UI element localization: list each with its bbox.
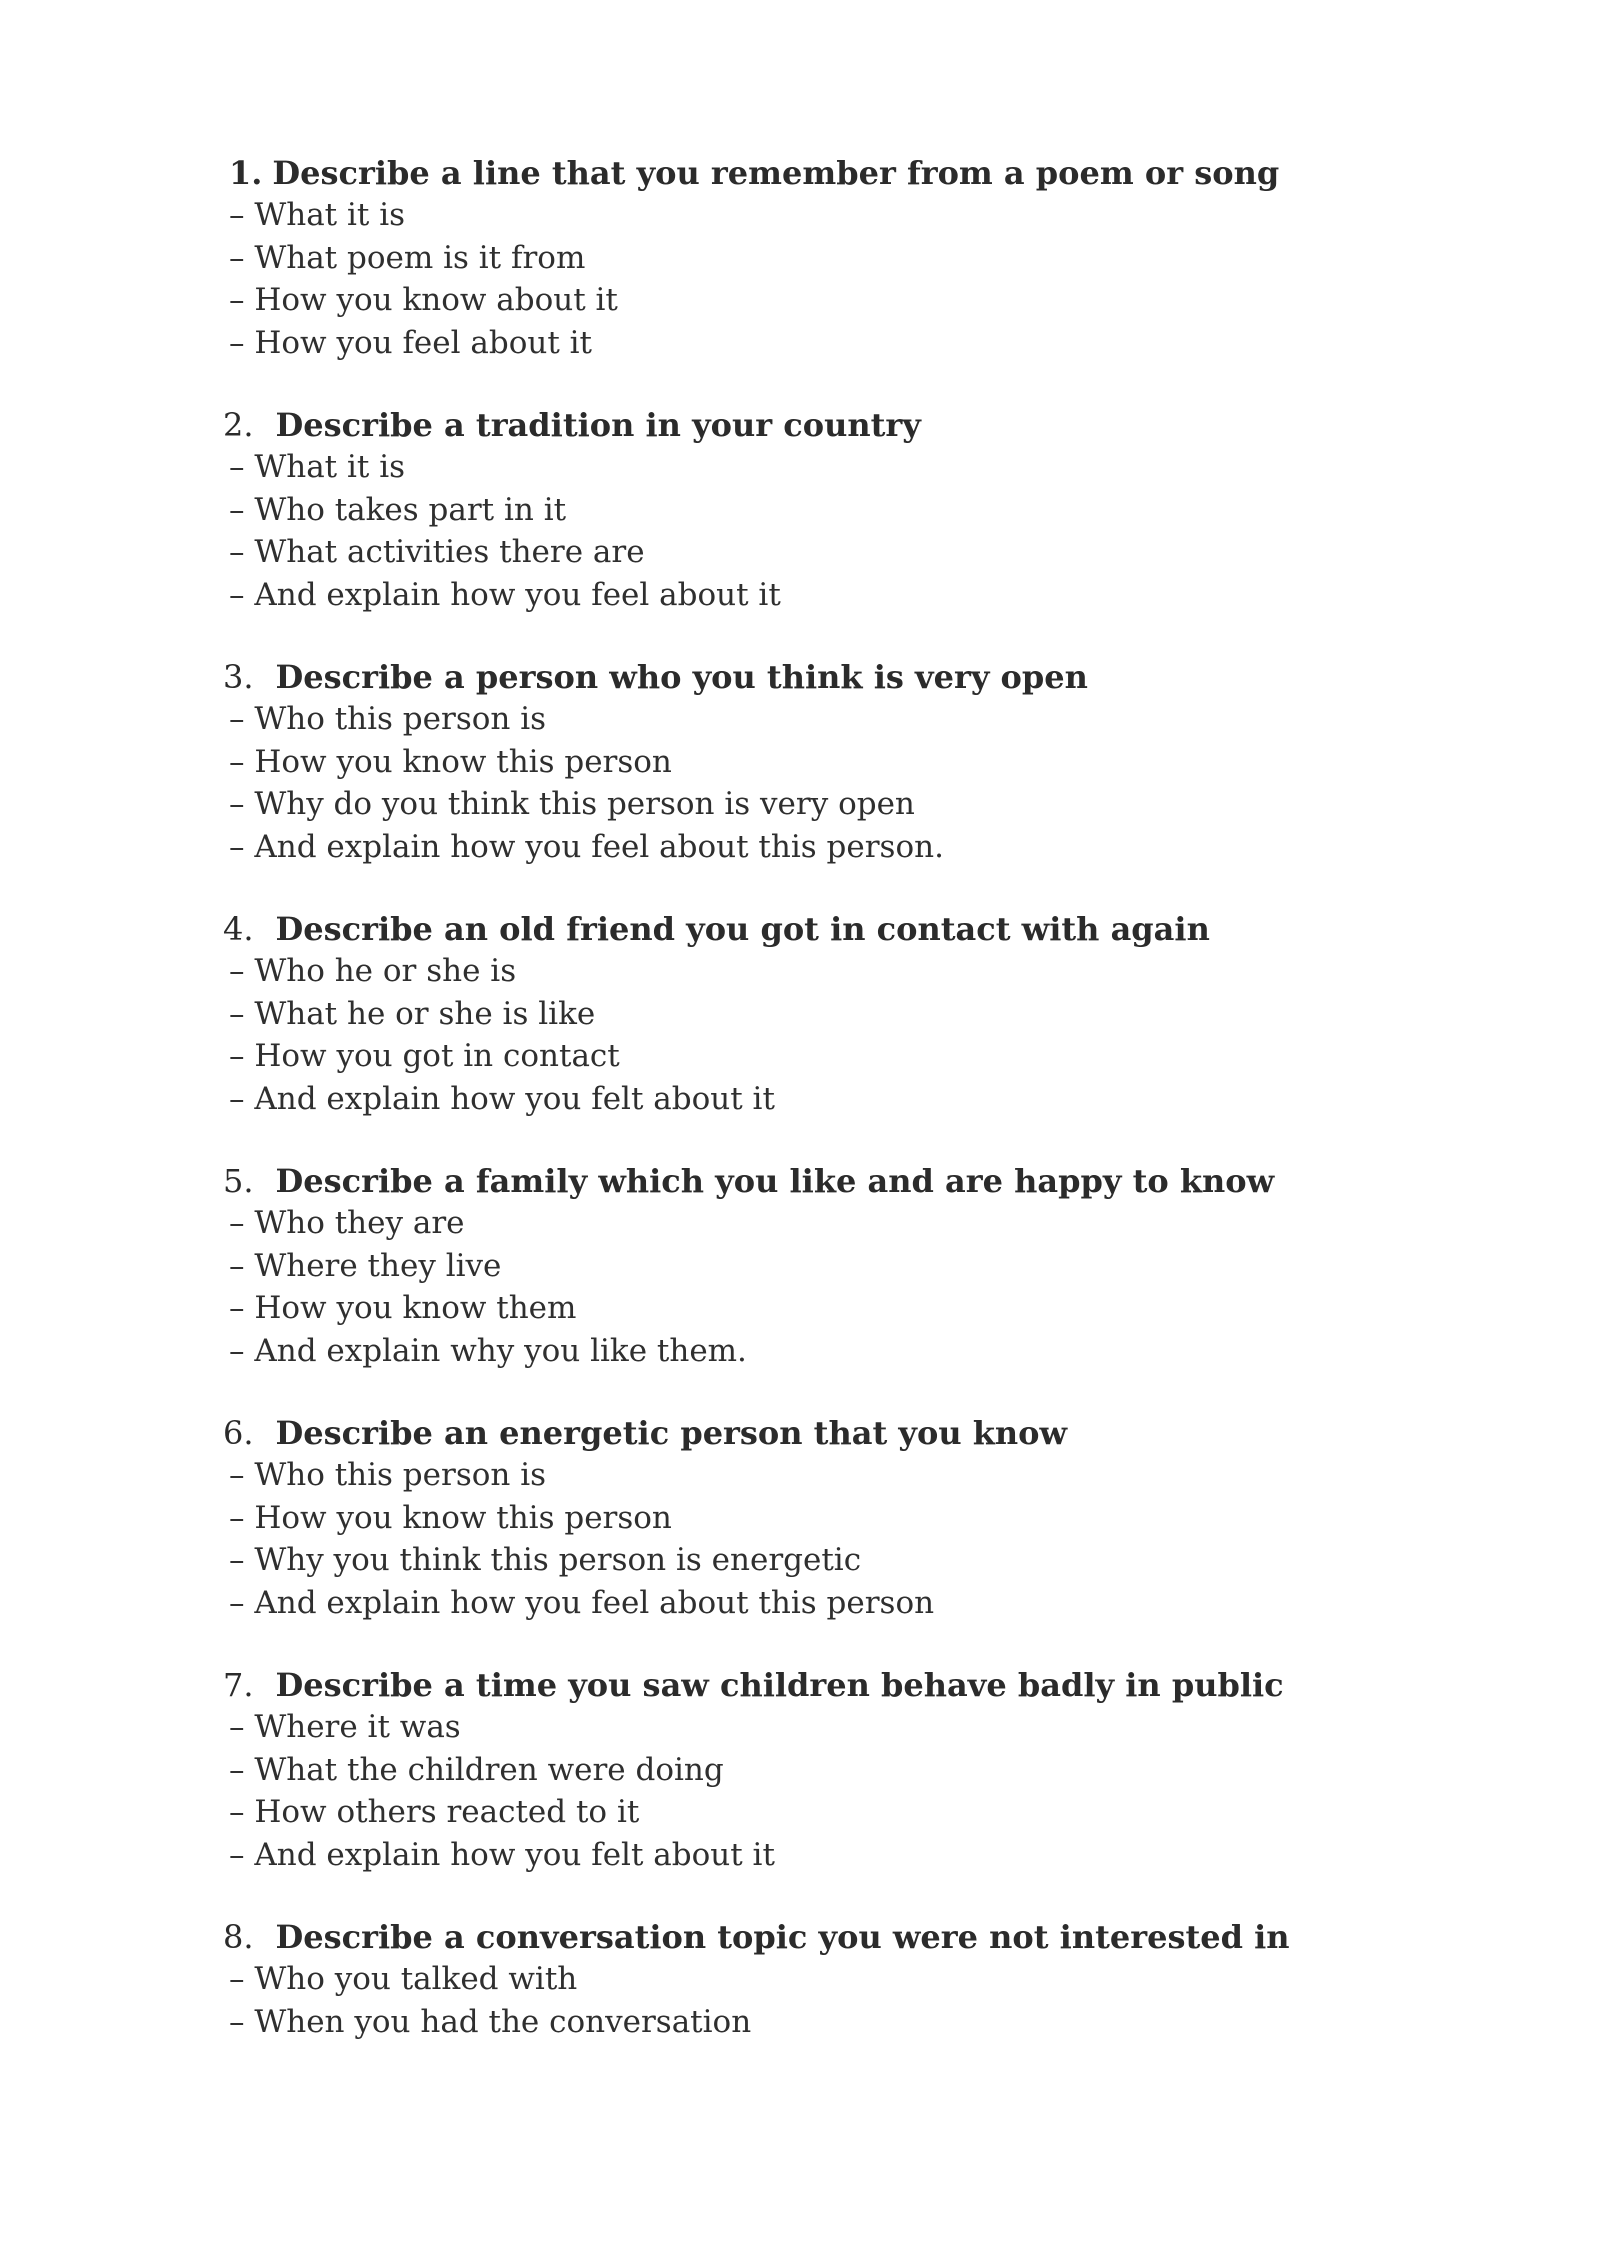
prompt-item: – What it is [229, 446, 1479, 489]
prompt-item: – Who takes part in it [229, 489, 1479, 532]
prompt-item: – How you know this person [229, 741, 1479, 784]
prompt-item: – And explain how you felt about it [229, 1834, 1479, 1877]
topic-2 [223, 404, 1479, 616]
topic-heading [223, 908, 1479, 950]
prompt-item: – When you had the conversation [229, 2001, 1479, 2044]
topic-3 [223, 656, 1479, 868]
prompt-item: – And explain how you feel about it [229, 574, 1479, 617]
prompt-item: – What poem is it from [229, 237, 1479, 280]
topic-number: 3. [223, 658, 254, 696]
prompt-item: – How you got in contact [229, 1035, 1479, 1078]
topic-5 [223, 1160, 1479, 1372]
prompt-list [229, 698, 1479, 868]
prompt-item: – What it is [229, 194, 1479, 237]
prompt-list [229, 1706, 1479, 1876]
prompt-item: – And explain how you felt about it [229, 1078, 1479, 1121]
prompt-item: – Who this person is [229, 1454, 1479, 1497]
topic-heading [223, 1160, 1479, 1202]
topic-title: Describe a time you saw children behave badly in public [275, 1666, 1284, 1704]
topic-number: 6. [223, 1414, 254, 1452]
topic-number: 5. [223, 1162, 254, 1200]
prompt-item: – How you know this person [229, 1497, 1479, 1540]
topic-number: 2. [223, 406, 254, 444]
prompt-item: – How you know about it [229, 279, 1479, 322]
prompt-item: – Why you think this person is energetic [229, 1539, 1479, 1582]
topic-4 [223, 908, 1479, 1120]
topic-title: Describe a family which you like and are happy to know [275, 1162, 1275, 1200]
topic-title: Describe a tradition in your country [275, 406, 921, 444]
topic-number: 7. [223, 1666, 254, 1704]
prompt-item: – What activities there are [229, 531, 1479, 574]
prompt-item: – Who you talked with [229, 1958, 1479, 2001]
prompt-list [229, 1202, 1479, 1372]
prompt-list [229, 446, 1479, 616]
topic-6 [223, 1412, 1479, 1624]
topic-heading [223, 1412, 1479, 1454]
prompt-item: – Why do you think this person is very open [229, 783, 1479, 826]
prompt-item: – How others reacted to it [229, 1791, 1479, 1834]
prompt-list [229, 194, 1479, 364]
prompt-item: – And explain how you feel about this person. [229, 826, 1479, 869]
prompt-list [229, 1958, 1479, 2043]
topic-heading [229, 152, 1479, 194]
topic-number: 8. [223, 1918, 254, 1956]
prompt-item: – What he or she is like [229, 993, 1479, 1036]
document-body [223, 152, 1479, 2083]
topic-7 [223, 1664, 1479, 1876]
prompt-item: – How you know them [229, 1287, 1479, 1330]
topic-8 [223, 1916, 1479, 2043]
prompt-item: – Who he or she is [229, 950, 1479, 993]
topic-number: 4. [223, 910, 254, 948]
topic-number: 1. [229, 154, 263, 192]
prompt-item: – How you feel about it [229, 322, 1479, 365]
topic-title: Describe an old friend you got in contact with again [275, 910, 1210, 948]
topic-heading [223, 1664, 1479, 1706]
topic-title: Describe a line that you remember from a poem or song [272, 154, 1280, 192]
topic-title: Describe a conversation topic you were not interested in [275, 1918, 1290, 1956]
topic-heading [223, 404, 1479, 446]
prompt-item: – And explain how you feel about this person [229, 1582, 1479, 1625]
topic-title: Describe a person who you think is very open [275, 658, 1088, 696]
topic-heading [223, 1916, 1479, 1958]
prompt-item: – And explain why you like them. [229, 1330, 1479, 1373]
prompt-item: – Where they live [229, 1245, 1479, 1288]
prompt-item: – Who this person is [229, 698, 1479, 741]
topic-heading [223, 656, 1479, 698]
prompt-item: – Where it was [229, 1706, 1479, 1749]
topic-1 [229, 152, 1479, 364]
prompt-item: – Who they are [229, 1202, 1479, 1245]
prompt-list [229, 950, 1479, 1120]
prompt-item: – What the children were doing [229, 1749, 1479, 1792]
prompt-list [229, 1454, 1479, 1624]
topic-title: Describe an energetic person that you know [275, 1414, 1068, 1452]
